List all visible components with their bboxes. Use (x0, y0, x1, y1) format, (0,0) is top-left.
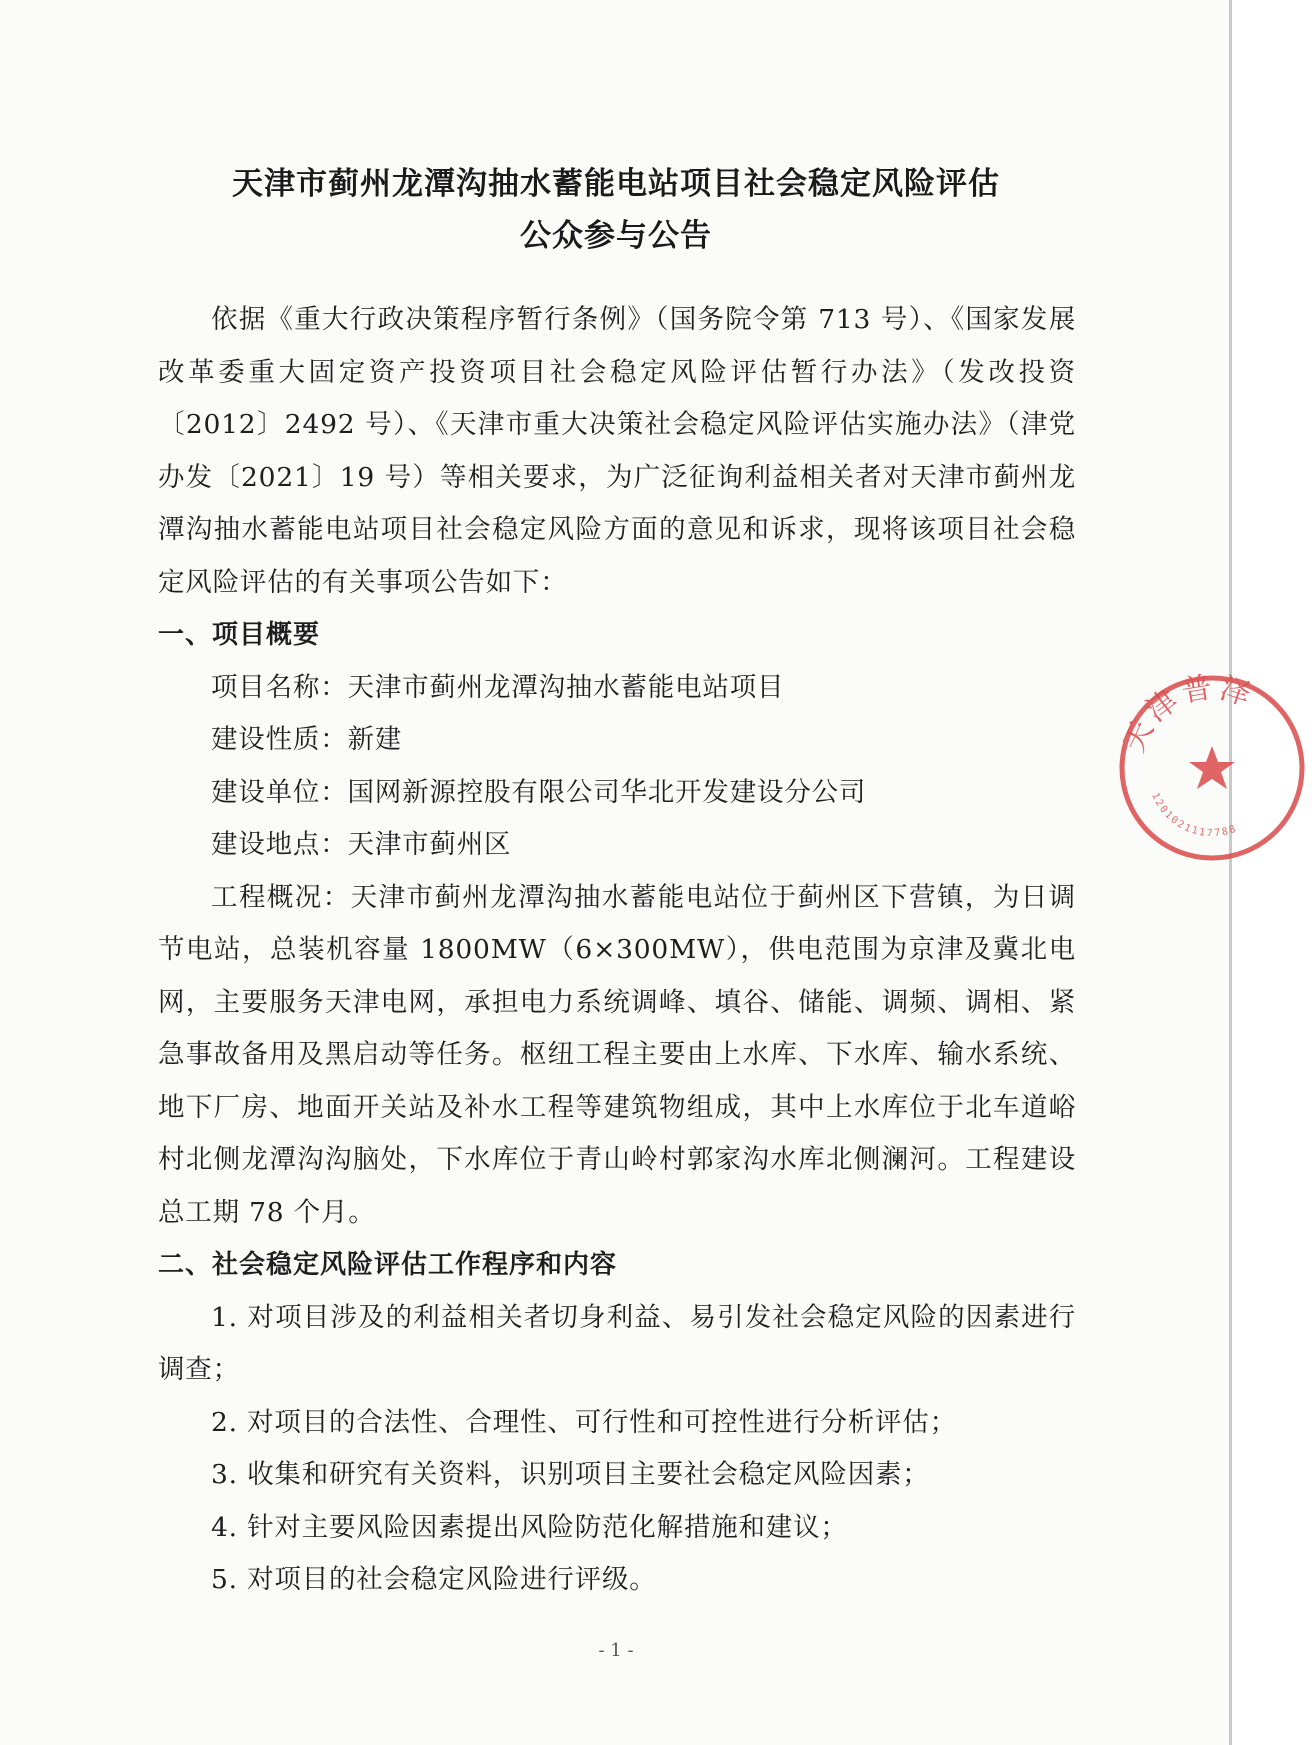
document-body (158, 294, 1076, 1607)
document-title-line1: 天津市蓟州龙潭沟抽水蓄能电站项目社会稳定风险评估 (232, 166, 1000, 202)
procedure-item: 2. 对项目的合法性、合理性、可行性和可控性进行分析评估； (211, 1406, 957, 1438)
construction-nature-line: 建设性质：新建 (211, 724, 403, 755)
page-number: - 1 - (598, 1640, 634, 1661)
svg-text:1201021117788: 1201021117788 (1149, 791, 1240, 840)
procedure-item: 1. 对项目涉及的利益相关者切身利益、易引发社会稳定风险的因素进行调查； (158, 1301, 1076, 1385)
procedure-item: 3. 收集和研究有关资料，识别项目主要社会稳定风险因素； (211, 1459, 930, 1490)
svg-text:天津普泽: 天津普泽 (1116, 669, 1259, 758)
document-title-line2: 公众参与公告 (520, 218, 712, 254)
intro-paragraph: 依据《重大行政决策程序暂行条例》（国务院令第 713 号）、《国家发展改革委重大固定资产投资项目社会稳定风险评估暂行办法》（发改投资〔2012〕2492 号）、《天津市重大决策社会稳定风险评估实施办法》（津党办发〔2021〕19 号）等相关要求，为广泛征询利益相关者对天津市蓟州龙潭沟抽水蓄能电站项目社会稳定风险方面的意见和诉求，现将该项目社会稳定风险评估的有关事项公告如下： (158, 304, 1076, 598)
section2-heading: 二、社会稳定风险评估工作程序和内容 (158, 1250, 618, 1280)
page-edge (1229, 0, 1232, 1745)
procedure-item: 5. 对项目的社会稳定风险进行评级。 (211, 1564, 657, 1595)
procedure-item: 4. 针对主要风险因素提出风险防范化解措施和建议； (211, 1511, 848, 1543)
project-overview-paragraph: 工程概况：天津市蓟州龙潭沟抽水蓄能电站位于蓟州区下营镇，为日调节电站，总装机容量 1800MW（6×300MW），供电范围为京津及冀北电网，主要服务天津电网，承担电力系统调峰、填谷、储能、调频、调相、紧急事故备用及黑启动等任务。枢纽工程主要由上水库、下水库、输水系统、地下厂房、地面开关站及补水工程等建筑物组成，其中上水库位于北车道峪村北侧龙潭沟沟脑处，下水库位于青山岭村郭家沟水库北侧澜河。工程建设总工期 78 个月。 (158, 881, 1076, 1228)
project-name-line: 项目名称：天津市蓟州龙潭沟抽水蓄能电站项目 (211, 671, 785, 703)
company-seal (1112, 668, 1312, 868)
section1-heading: 一、项目概要 (158, 620, 321, 650)
construction-location-line: 建设地点：天津市蓟州区 (211, 829, 512, 860)
construction-unit-line: 建设单位：国网新源控股有限公司华北开发建设分公司 (211, 776, 867, 808)
